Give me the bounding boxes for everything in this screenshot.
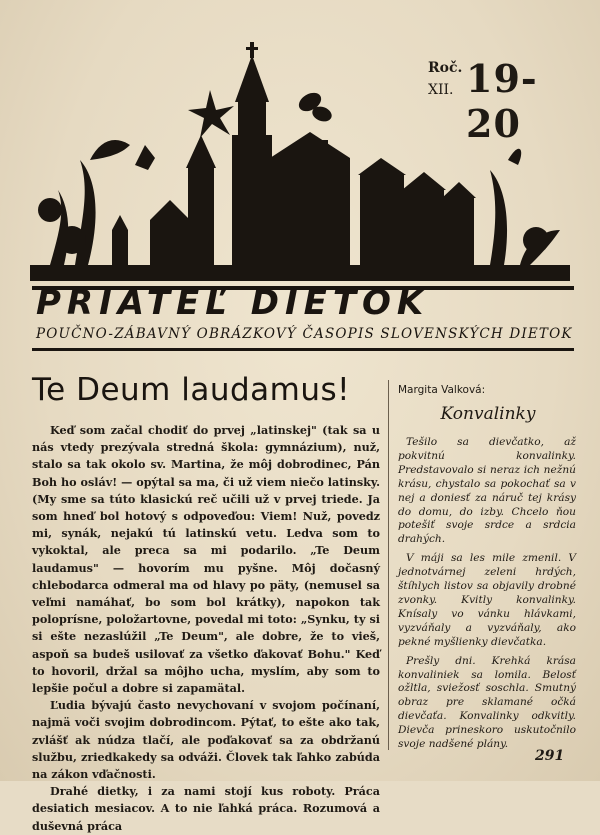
article-paragraph: Ľudia bývajú často nevychovaní v svojom počínaní, najmä voči svojim dobrodincom. Pýtať, to ešte ako tak, zvlášť ak núdza tlačí, ale poďakovať sa za obdržanú službu, zriedkakedy sa odváži. Človek tak ľahko zabúda na zákon vďačnosti. [32, 698, 380, 782]
poem-title: Konvalinky [440, 404, 536, 424]
poem-stanza: Prešly dni. Krehká krása konvaliniek sa lomila. Belosť ožltla, sviežosť soschla. Smutný obraz pre sklamané očká dievčaťa. Konvalinky odkvitly. Dievča prineskoro uskutočnilo svoje nadšené plány. [398, 654, 576, 751]
volume-number: XII. [428, 82, 454, 98]
title-rule-bottom [32, 348, 574, 351]
poem-stanza: V máji sa les mile zmenil. V jednotvárnej zeleni hrdých, štíhlych listov sa objavily drobné zvonky. Kvitly konvalinky. Knísaly vo vánku hlávkami, vyzváňaly a vyzváňaly, ako pekné myšlienky dievčatka. [398, 552, 576, 648]
poem-author: Margita Valková: [398, 384, 486, 396]
column-divider [388, 380, 389, 750]
article-paragraph: Keď som začal chodiť do prvej „latinskej" (tak sa u nás vtedy prezývala stredná škola: gymnázium), nuž, stalo sa tak okolo sv. Martina, že môj dobrodinec, Pán Boh ho osláv! — opýtal sa ma, či už viem niečo latinsky. (My sme sa túto klasickú reč učili už v prvej triede. Ja som hneď bol hotový s odpoveďou: Viem! Nuž, povedz mi, synák, nejakú tú latinskú vetu. Ledva som to vykoktal, ale preca sa mi podarilo. „Te Deum laudamus" — hovorím mu pyšne. Môj dočasný chlebodarca odmeral ma od hlavy po päty, (nemusel sa veľmi namáhať, bo som bol krátky), napokon tak poloprísne, položartovne, povedal mi toto: „Synku, ty si si ešte nezaslúžil „Te Deum", ale dobre, že to vieš, aspoň sa budeš usilovať za všetko ďakovať Bohu." Keď to hovoril, držal sa môjho ucha, myslím, aby som to lepšie počul a dobre si zapamätal. [32, 423, 380, 696]
poem-body [398, 436, 576, 757]
page-number: 291 [535, 748, 565, 764]
poem-stanza: Tešilo sa dievčatko, až pokvitnú konvalinky. Predstavovalo si neraz ich nežnú krásu, chystalo sa pokochať sa v nej a doniesť za náruč tej krásy do domu, do izby. Chcelo ňou potešiť svoje srdce a srdcia drahých. [398, 436, 576, 546]
town-silhouette-illustration [20, 40, 580, 290]
volume-label: Roč. [428, 60, 463, 76]
article-paragraph: Drahé dietky, i za nami stojí kus roboty. Práca desiatich mesiacov. A to nie ľahká práca. Rozumová a duševná práca [32, 784, 380, 833]
issue-number: 19-20 [466, 56, 538, 146]
article-body [32, 422, 380, 835]
magazine-subtitle: POUČNO-ZÁBAVNÝ OBRÁZKOVÝ ČASOPIS SLOVENSKÝCH DIETOK [36, 326, 573, 342]
article-heading: Te Deum laudamus! [32, 372, 351, 408]
magazine-title: PRIATEĽ DIETOK [36, 283, 430, 323]
